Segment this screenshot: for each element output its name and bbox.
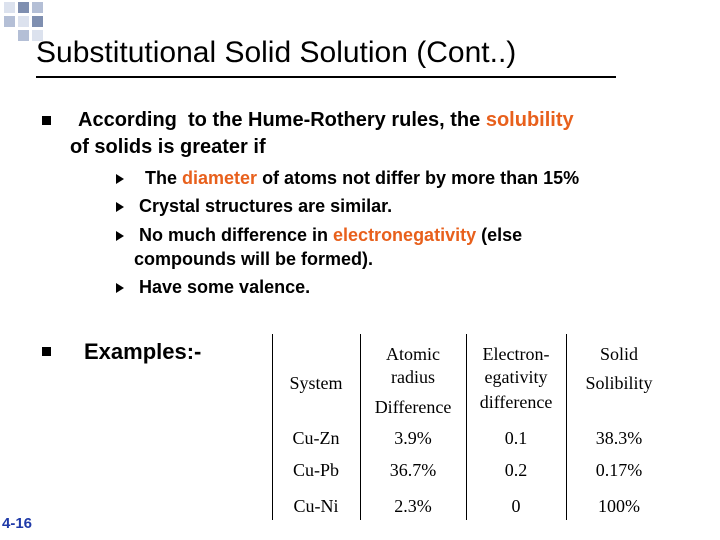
table-cell-solubility: 0.17% [595, 460, 643, 480]
title-underline [36, 76, 616, 78]
square-bullet-icon [42, 347, 51, 356]
table-cell-system: Cu-Pb [292, 460, 339, 480]
header-atomic-2: radius [391, 367, 435, 387]
header-atomic-3: Difference [374, 397, 452, 417]
table-cell-solubility: 100% [598, 496, 640, 516]
sub-bullet-2: Crystal structures are similar. [139, 196, 393, 216]
table-cell-electro-diff: 0.2 [504, 460, 528, 480]
header-atomic-1: Atomic [386, 344, 440, 364]
square-bullet-icon [42, 116, 51, 125]
header-solid-2: Solibility [585, 373, 653, 393]
main-bullet-line2: of solids is greater if [70, 136, 266, 158]
table-cell-system: Cu-Ni [293, 496, 339, 516]
sub-bullet-3-line2: compounds will be formed). [134, 249, 374, 269]
table-divider [466, 334, 467, 520]
page-number: 4-16 [2, 515, 33, 532]
table-cell-electro-diff: 0.1 [504, 428, 528, 448]
sub-bullet-3: No much difference in electronegativity (else [139, 225, 523, 245]
header-electro-1: Electron- [482, 344, 550, 364]
table-divider [272, 334, 273, 520]
table-cell-radius-diff: 36.7% [389, 460, 437, 480]
table-cell-solubility: 38.3% [595, 428, 643, 448]
header-electro-2: egativity [484, 367, 548, 387]
table-cell-radius-diff: 3.9% [394, 428, 432, 448]
table-divider [360, 334, 361, 520]
main-bullet-line1: According to the Hume-Rothery rules, the solubility [78, 109, 574, 131]
slide-title: Substitutional Solid Solution (Cont..) [36, 36, 517, 69]
sub-bullet-1: The diameter of atoms not differ by more than 15% [145, 168, 580, 188]
arrow-bullet-icon [116, 202, 124, 212]
table-cell-electro-diff: 0 [511, 496, 521, 516]
header-solid-1: Solid [599, 344, 638, 364]
header-electro-3: difference [479, 392, 553, 412]
header-system: System [289, 373, 343, 393]
table-divider [566, 334, 567, 520]
examples-label: Examples:- [84, 339, 202, 364]
arrow-bullet-icon [116, 283, 124, 293]
solubility-table [264, 334, 670, 524]
sub-bullet-4: Have some valence. [139, 277, 311, 297]
arrow-bullet-icon [116, 174, 124, 184]
table-cell-system: Cu-Zn [292, 428, 340, 448]
highlight-solubility: solubility [485, 109, 574, 131]
table-cell-radius-diff: 2.3% [394, 496, 432, 516]
arrow-bullet-icon [116, 231, 124, 241]
